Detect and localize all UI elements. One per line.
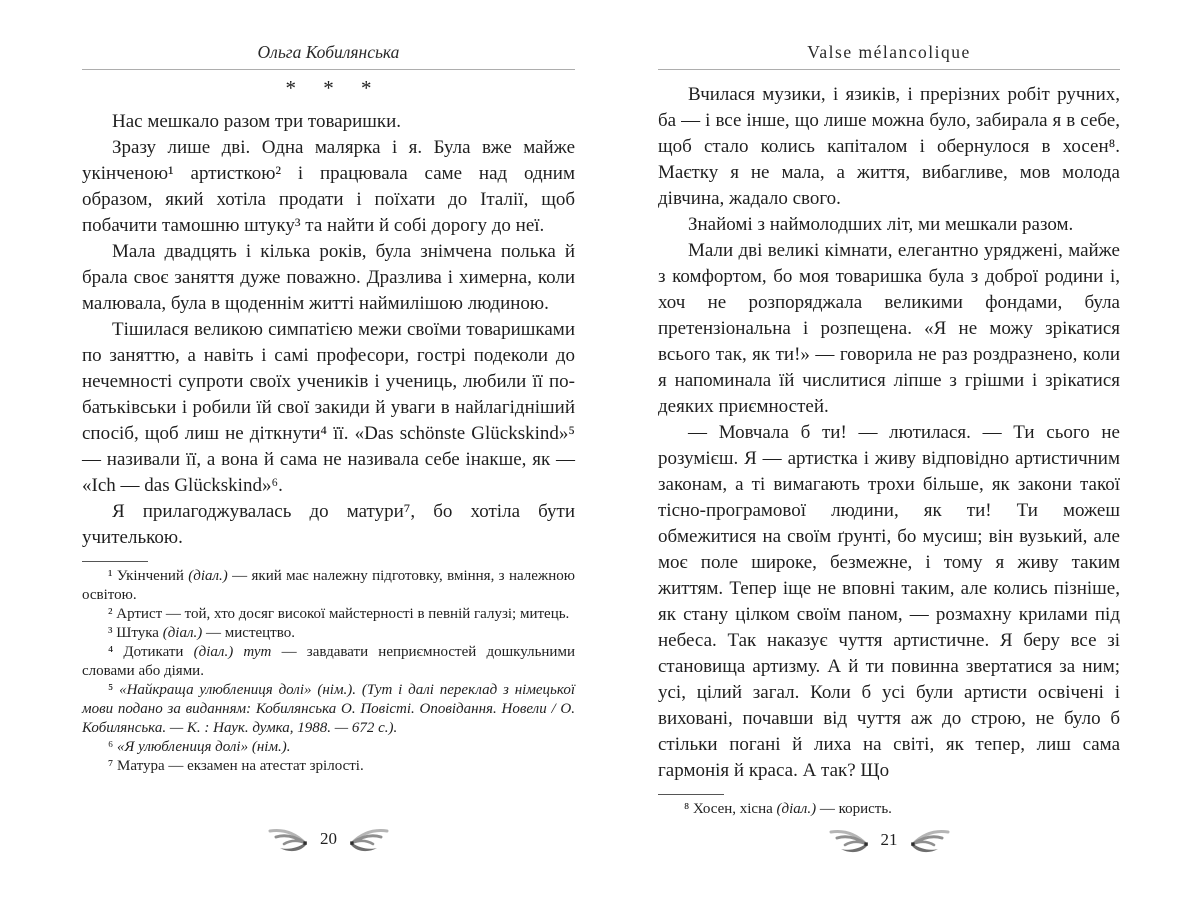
footnote: ² Артист — той, хто досяг високої майстерності в певній галузі; митець. xyxy=(108,606,570,622)
paragraph: — Мовчала б ти! — лютилася. — Ти сього не розумієш. Я — артистка і живу відповідно артистичним законам, а ті вимагають трохи більше, як закони такої тісно-програмової людини, як ти! Ти можеш обмежитися на своїм ґрунті, бо мусиш; він вузький, але моє поле широке, безмежне, і тому я живу таким життям. Тепер іще не вповні таким, але колись пізніше, як стану цілком своїм паном, — розмахну крилами під небеса. Так наказує чуття артистичне. Я беру все зі становища артизму. А й ти повинна звертатися за ним; усі, цілий загал. Коли б усі були артисти освічені і виховані, почавши від чуття аж до строю, не було б стільки погані й лиха на світі, як тепер, лиш сама гармонія й краса. А так? Що xyxy=(658,422,1120,781)
wing-flourish-left-icon xyxy=(826,827,872,853)
wing-flourish-right-icon xyxy=(346,826,392,852)
footnote-separator xyxy=(658,794,724,795)
page-number: 21 xyxy=(880,830,898,849)
paragraph: Мали дві великі кімнати, елегантно уряджені, майже з комфортом, бо моя товаришка була з доброї родини і, хоч не розпоряджала великими фондами, була претензіональна і розпещена. «Я не можу зрікатися всього так, як ти!» — говорила не раз роздразнено, коли я напоминала їй числитися ліпше з грішми і зрікатися деяких приємностей. xyxy=(658,240,1120,417)
footnotes-left xyxy=(82,567,575,776)
paragraph: Тішилася великою симпатією межи своїми товаришками по заняттю, а навіть і самі професори, гострі подеколи до нечемності супроти своїх учеників і учениць, любили її по-батьківськи і робили їй свої закиди й уваги в найлагідніший спосіб, щоб лиш не діткнути⁴ її. «Das schönste Glückskind»⁵ — називали її, а вона й сама не називала себе інакше, як — «Ich — das Glückskind»⁶. xyxy=(82,319,575,496)
footnote: ³ Штука (діал.) — мистецтво. xyxy=(108,625,295,641)
page-right xyxy=(658,40,1120,853)
footnote: ⁴ Дотикати (діал.) тут — завдавати неприємностей дошкульними словами або діями. xyxy=(82,644,575,679)
footnote: ¹ Укінчений (діал.) — який має належну підготовку, вміння, з належною освітою. xyxy=(82,568,575,603)
page-left xyxy=(82,40,575,852)
footnote: ⁸ Хосен, хісна (діал.) — користь. xyxy=(684,801,892,817)
footnote: ⁵ «Найкраща улюблениця долі» (нім.). (Тут і далі переклад з німецької мови подано за виданням: Кобилянська О. Повісті. Оповідання. Новели / О. Кобилянська. — К. : Наук. думка, 1988. — 672 с.). xyxy=(82,682,575,736)
footnote: ⁷ Матура — екзамен на атестат зрілості. xyxy=(108,758,364,774)
paragraph: Мала двадцять і кілька років, була знімчена полька й брала своє заняття дуже поважно. Дразлива і химерна, коли малювала, була в щоденнім житті наймилішою людиною. xyxy=(82,241,575,314)
body-text-right xyxy=(658,82,1120,784)
page-number: 20 xyxy=(320,829,337,848)
running-head-title: Valse mélancolique xyxy=(658,40,1120,70)
running-head-author: Ольга Кобилянська xyxy=(82,40,575,70)
wing-flourish-left-icon xyxy=(265,826,311,852)
paragraph: Я прилагоджувалась до матури⁷, бо хотіла бути учителькою. xyxy=(82,501,575,548)
paragraph: Вчилася музики, і язиків, і прерізних робіт ручних, ба — і все інше, що лише можна було, забирала я в себе, щоб стало колись капіталом і обернулося в хосен⁸. Маєтку я не мала, а життя, вибагливе, мов молода дівчина, жадало свого. xyxy=(658,84,1120,209)
page-footer-left xyxy=(82,818,575,852)
section-divider: * * * xyxy=(285,76,383,100)
body-text-left xyxy=(82,109,575,551)
paragraph: Знайомі з наймолодших літ, ми мешкали разом. xyxy=(688,214,1074,235)
footnotes-right xyxy=(658,800,1120,819)
footnote-separator xyxy=(82,561,148,562)
page-footer-right xyxy=(658,819,1120,853)
paragraph: Нас мешкало разом три товаришки. xyxy=(112,111,402,132)
paragraph: Зразу лише дві. Одна малярка і я. Була вже майже укінченою¹ артисткою² і працювала саме над одним образом, який хотіла продати і поїхати до Італії, щоб побачити тамошню штуку³ та найти й собі дорогу до неї. xyxy=(82,137,575,236)
footnote: ⁶ «Я улюблениця долі» (нім.). xyxy=(108,739,291,755)
wing-flourish-right-icon xyxy=(907,827,953,853)
